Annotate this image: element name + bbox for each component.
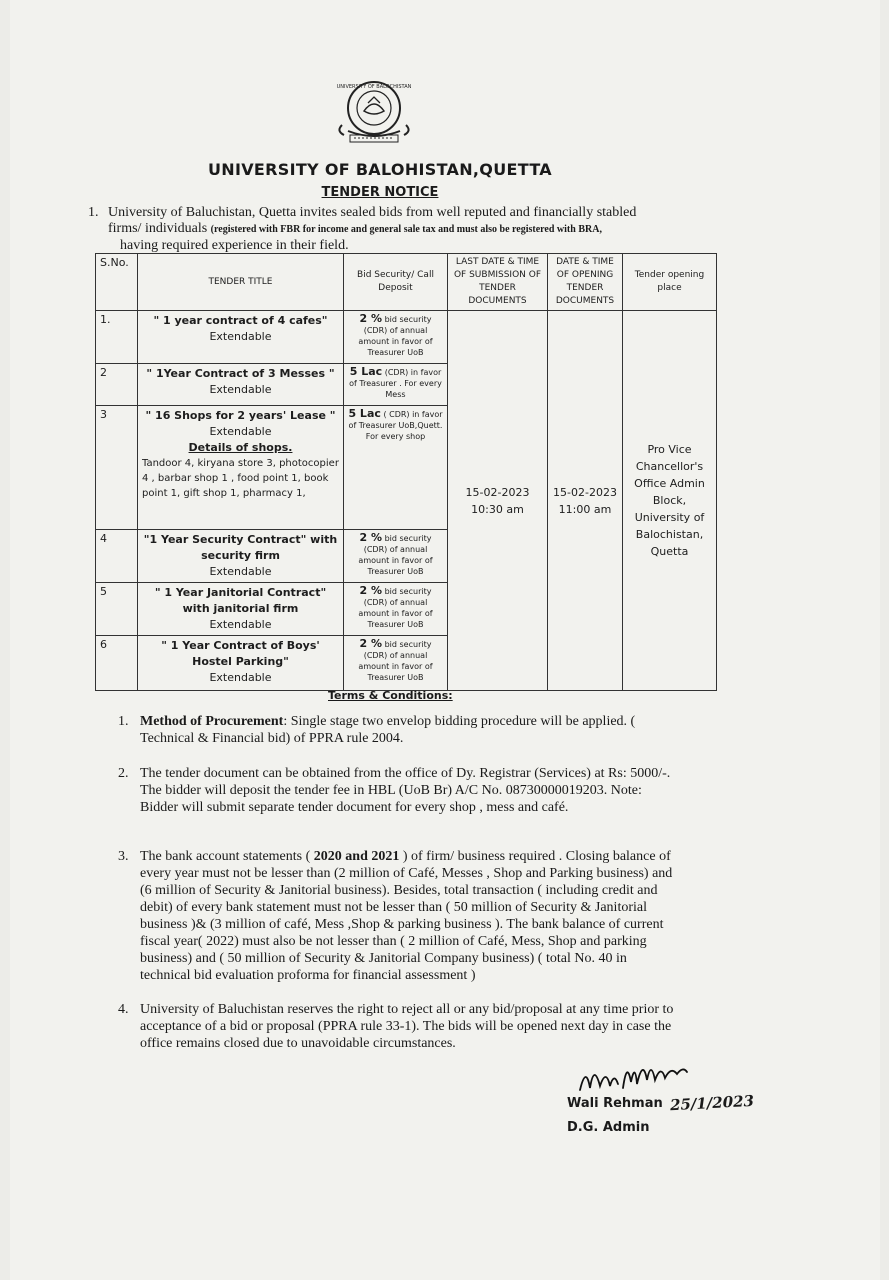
row-title <box>138 311 344 364</box>
row-sno: 3 <box>96 406 138 530</box>
signatory-title: D.G. Admin <box>567 1120 650 1135</box>
tender-notice-page <box>10 0 880 1280</box>
deposit-details: ( CDR) in favor of Treasurer UoB,Quett. For every shop <box>348 410 443 441</box>
deposit-amount: 5 Lac <box>349 365 383 378</box>
term-bold: 2020 and 2021 <box>313 849 400 864</box>
term-item <box>118 848 678 984</box>
term-bold: Method of Procurement <box>140 714 284 729</box>
term-text: : Single stage two envelop bidding procedure will be applied. ( Technical & Financial bid) of PPRA rule 2004. <box>140 714 636 746</box>
row-title-text: "1 Year Security Contract" with security firm <box>143 533 338 562</box>
row-title-text: " 1Year Contract of 3 Messes " <box>146 367 335 380</box>
deposit-details: (CDR) in favor of Treasurer . For every Mess <box>349 368 442 399</box>
row-sno: 1. <box>96 311 138 364</box>
deposit-details: bid security (CDR) of annual amount in favor of Treasurer UoB <box>358 587 433 629</box>
row-deposit <box>344 636 448 691</box>
opening-place-cell <box>623 311 717 691</box>
deposit-amount: 5 Lac <box>348 407 381 420</box>
header-deposit: Bid Security/ Call Deposit <box>344 254 448 311</box>
deposit-details: bid security (CDR) of annual amount in favor of Treasurer UoB <box>358 640 433 682</box>
row-deposit <box>344 583 448 636</box>
row-sno: 6 <box>96 636 138 691</box>
last-submission-cell <box>448 311 548 691</box>
row-title-text: " 1 Year Contract of Boys' Hostel Parking" <box>161 639 320 668</box>
deposit-details: bid security (CDR) of annual amount in favor of Treasurer UoB <box>358 315 433 357</box>
opening-place: Pro Vice Chancellor's Office Admin Block, University of Balochistan, Quetta <box>634 443 705 558</box>
row-title-text: " 16 Shops for 2 years' Lease " <box>145 409 336 422</box>
row-extendable: Extendable <box>209 565 272 578</box>
deposit-amount: 2 % <box>359 584 383 597</box>
intro-line-1: University of Baluchistan, Quetta invites sealed bids from well reputed and financially stabled <box>108 205 637 220</box>
row-deposit <box>344 530 448 583</box>
row-title <box>138 530 344 583</box>
deposit-amount: 2 % <box>359 531 383 544</box>
header-place: Tender opening place <box>623 254 717 311</box>
term-number: 2. <box>118 766 129 781</box>
header-last-date: LAST DATE & TIME OF SUBMISSION OF TENDER DOCUMENTS <box>448 254 548 311</box>
row-title-text: " 1 year contract of 4 cafes" <box>153 314 328 327</box>
intro-paragraph <box>88 205 678 254</box>
intro-line-2a: firms/ individuals <box>108 221 208 236</box>
row-deposit <box>344 364 448 406</box>
table-header-row <box>96 254 717 311</box>
table-row <box>96 311 717 364</box>
row-title <box>138 636 344 691</box>
university-logo <box>328 75 420 150</box>
term-pre: The bank account statements ( <box>140 849 314 864</box>
university-title: UNIVERSITY OF BALOHISTAN,QUETTA <box>208 160 552 179</box>
deposit-details: bid security (CDR) of annual amount in favor of Treasurer UoB <box>358 534 433 576</box>
row-sno: 5 <box>96 583 138 636</box>
deposit-amount: 2 % <box>359 637 383 650</box>
header-opening-date: DATE & TIME OF OPENING TENDER DOCUMENTS <box>548 254 623 311</box>
row-sno: 4 <box>96 530 138 583</box>
term-number: 3. <box>118 849 129 864</box>
intro-line-2b: (registered with FBR for income and general sale tax and must also be registered with BRA, <box>210 224 602 235</box>
row-deposit <box>344 311 448 364</box>
row-sno: 2 <box>96 364 138 406</box>
term-number: 4. <box>118 1002 129 1017</box>
header-sno: S.No. <box>96 254 138 311</box>
shop-details-list: Tandoor 4, kiryana store 3, photocopier 4 , barbar shop 1 , food point 1, book point 1, gift shop 1, pharmacy 1, <box>142 458 339 499</box>
row-title <box>138 583 344 636</box>
row-extendable: Extendable <box>209 383 272 396</box>
intro-line-3: having required experience in their field. <box>120 238 349 253</box>
logo-text: UNIVERSITY OF BALOCHISTAN <box>336 84 412 90</box>
term-item <box>118 1001 678 1052</box>
term-item <box>118 765 678 816</box>
row-extendable: Extendable <box>209 618 272 631</box>
signatory-name: Wali Rehman <box>567 1096 663 1111</box>
row-extendable: Extendable <box>209 330 272 343</box>
term-item <box>118 713 678 747</box>
term-number: 1. <box>118 714 129 729</box>
open-date: 15-02-2023 <box>553 485 617 499</box>
open-time: 11:00 am <box>558 502 612 516</box>
last-time: 10:30 am <box>471 502 524 516</box>
last-date: 15-02-2023 <box>465 485 530 499</box>
term-text: The tender document can be obtained from the office of Dy. Registrar (Services) at Rs: 5000/-. The bidder will deposit the tender fee in HBL (UoB Br) A/C No. 08730000019203. Note: Bidder will submit separate tender document for every shop , mess and café. <box>140 766 671 815</box>
row-title-text: " 1 Year Janitorial Contract" with janitorial firm <box>154 586 327 615</box>
intro-number: 1. <box>88 205 99 220</box>
row-deposit <box>344 406 448 530</box>
row-extendable: Extendable <box>209 671 272 684</box>
opening-date-cell <box>548 311 623 691</box>
row-extendable: Extendable <box>209 425 272 438</box>
terms-title: Terms & Conditions: <box>328 689 453 702</box>
notice-title: TENDER NOTICE <box>321 185 439 200</box>
header-title: TENDER TITLE <box>138 254 344 311</box>
row-title <box>138 406 344 530</box>
term-text: University of Baluchistan reserves the right to reject all or any bid/proposal at any time prior to acceptance of a bid or proposal (PPRA rule 33-1). The bids will be opened next day in case the office remains closed due to unavoidable circumstances. <box>140 1002 674 1051</box>
deposit-amount: 2 % <box>359 312 383 325</box>
tender-table <box>95 253 717 691</box>
row-title <box>138 364 344 406</box>
shop-details-heading: Details of shops. <box>188 441 293 454</box>
signature-date: 25/1/2023 <box>669 1091 755 1115</box>
term-text: ) of firm/ business required . Closing balance of every year must not be lesser than (2 million of Café, Messes , Shop and Parking business) and (6 million of Security & Janitorial business). Besides, total transaction ( including credit and debit) of every bank statement must not be lesser than ( 50 million of Security & Janitorial business )& (3 million of café, Mess ,Shop & parking business ). The bank balance of current fiscal year( 2022) must also be not lesser than ( 2 million of Café, Mess, Shop and parking business) and ( 50 million of Security & Janitorial Company business) ( total No. 40 in technical bid evaluation proforma for financial assessment ) <box>140 849 673 983</box>
